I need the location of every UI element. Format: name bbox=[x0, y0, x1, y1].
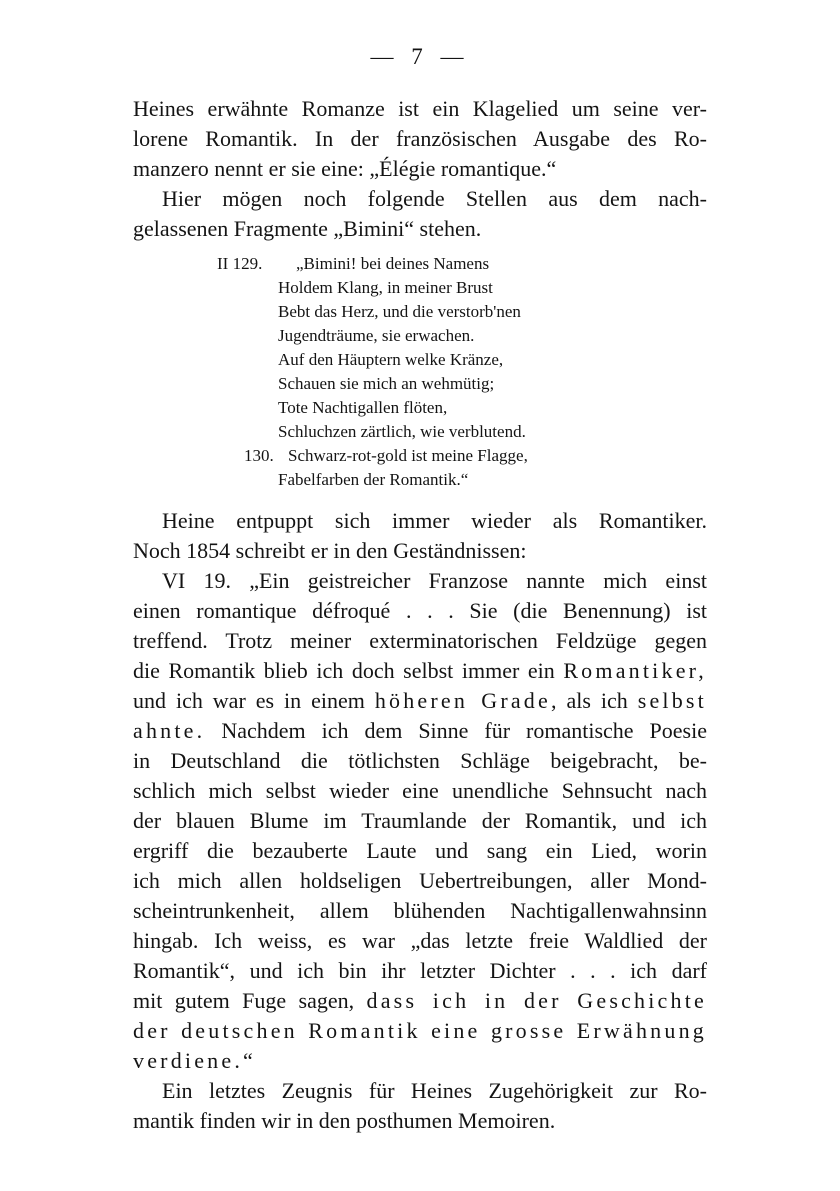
text-line: verdiene.“ bbox=[133, 1048, 256, 1073]
spaced-text: dass ich in der Geschichte bbox=[366, 988, 708, 1013]
text-line: treffend. Trotz meiner exterminatorischen Feldzüge gegen bbox=[133, 628, 707, 653]
text-line bbox=[133, 986, 707, 1016]
verse-reference: 130. bbox=[244, 446, 274, 465]
verse-line: Schauen sie mich an wehmütig; bbox=[278, 374, 495, 393]
text-line: der deutschen Romantik eine grosse Erwähnung bbox=[133, 1018, 707, 1043]
page-number: — 7 — bbox=[370, 44, 470, 69]
text-line: VI 19. „Ein geistreicher Franzose nannte mich einst bbox=[162, 568, 707, 593]
text-line bbox=[133, 656, 707, 686]
verse-reference: II 129. bbox=[217, 254, 263, 273]
text-line: Noch 1854 schreibt er in den Geständnissen: bbox=[133, 538, 527, 563]
text-line: einen romantique défroqué . . . Sie (die Benennung) ist bbox=[133, 598, 707, 623]
text-line: Heine entpuppt sich immer wieder als Romantiker. bbox=[162, 508, 707, 533]
text-line: schlich mich selbst wieder eine unendliche Sehnsucht nach bbox=[133, 778, 707, 803]
text-line bbox=[133, 686, 707, 716]
verse-line: Auf den Häuptern welke Kränze, bbox=[278, 350, 504, 369]
text-line: gelassenen Fragmente „Bimini“ stehen. bbox=[133, 216, 482, 241]
verse-line: Holdem Klang, in meiner Brust bbox=[278, 278, 493, 297]
verse-line: Tote Nachtigallen flöten, bbox=[278, 398, 448, 417]
verse-line: Jugendträume, sie erwachen. bbox=[278, 326, 475, 345]
text-line: hingab. Ich weiss, es war „das letzte freie Waldlied der bbox=[133, 928, 707, 953]
text-line: in Deutschland die tötlichsten Schläge beigebracht, be- bbox=[133, 748, 707, 773]
text-line: Romantik“, und ich bin ihr letzter Dichter . . . ich darf bbox=[133, 958, 707, 983]
text-run: , als ich bbox=[550, 688, 638, 713]
text-line: Ein letztes Zeugnis für Heines Zugehörigkeit zur Ro- bbox=[162, 1078, 707, 1103]
spaced-text: selbst bbox=[637, 688, 707, 713]
spaced-text: Romantiker, bbox=[563, 658, 707, 683]
verse-line: Fabelfarben der Romantik.“ bbox=[278, 470, 469, 489]
text-line: mantik finden wir in den posthumen Memoiren. bbox=[133, 1108, 556, 1133]
text-run: mit gutem Fuge sagen, bbox=[133, 988, 367, 1013]
text-run: Nachdem ich dem Sinne für romantische Poesie bbox=[205, 718, 707, 743]
verse-line: „Bimini! bei deines Namens bbox=[296, 254, 490, 273]
spaced-text: höheren Grade bbox=[374, 688, 551, 713]
spaced-text: ahnte. bbox=[133, 718, 206, 743]
verse-line: Bebt das Herz, und die verstorb'nen bbox=[278, 302, 521, 321]
text-line: lorene Romantik. In der französischen Ausgabe des Ro- bbox=[133, 126, 707, 151]
text-line: Heines erwähnte Romanze ist ein Klagelied um seine ver- bbox=[133, 96, 707, 121]
text-line: der blauen Blume im Traumlande der Romantik, und ich bbox=[133, 808, 707, 833]
text-line: Hier mögen noch folgende Stellen aus dem nach- bbox=[162, 186, 707, 211]
text-line: manzero nennt er sie eine: „Élégie romantique.“ bbox=[133, 156, 557, 181]
text-line: scheintrunkenheit, allem blühenden Nachtigallenwahnsinn bbox=[133, 898, 707, 923]
text-run: und ich war es in einem bbox=[133, 688, 375, 713]
verse-line: Schwarz-rot-gold ist meine Flagge, bbox=[288, 446, 528, 465]
text-line bbox=[133, 716, 707, 746]
text-line: ich mich allen holdseligen Uebertreibungen, aller Mond- bbox=[133, 868, 707, 893]
verse-line: Schluchzen zärtlich, wie verblutend. bbox=[278, 422, 526, 441]
text-run: die Romantik blieb ich doch selbst immer ein bbox=[133, 658, 564, 683]
text-line: ergriff die bezauberte Laute und sang ein Lied, worin bbox=[133, 838, 707, 863]
